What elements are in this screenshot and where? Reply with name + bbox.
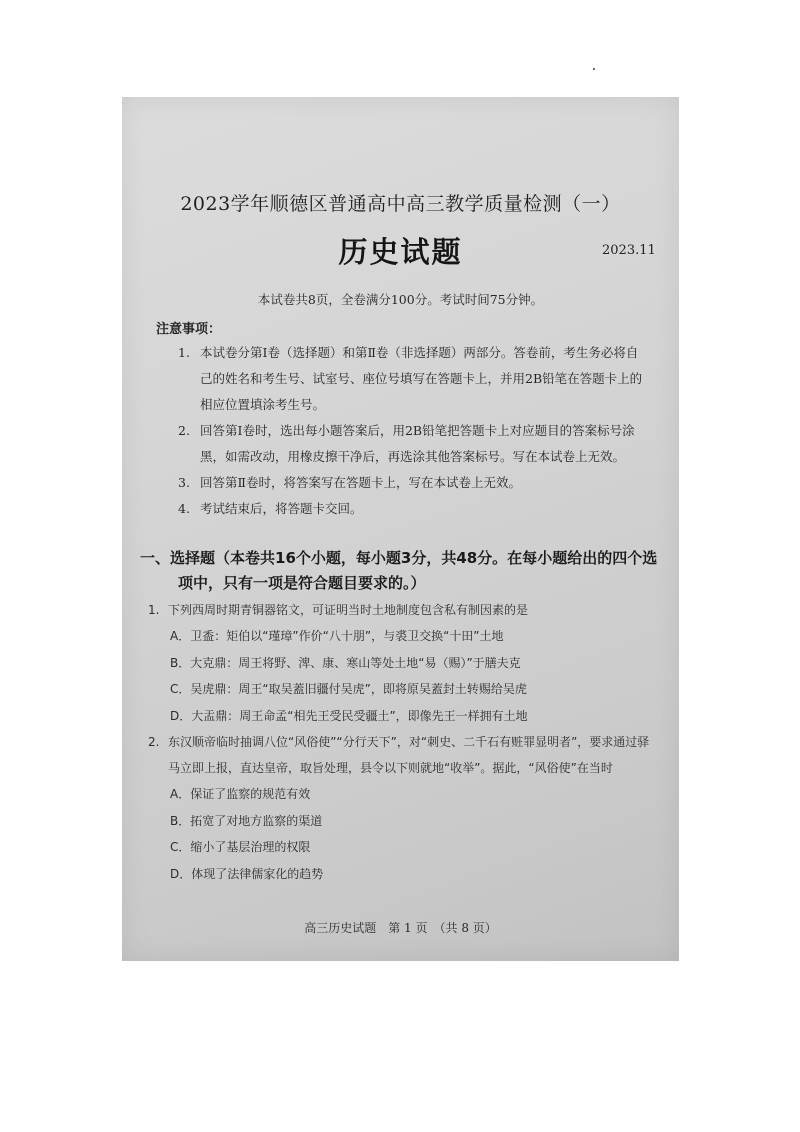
option-b: B．大克鼎：周王将野、渒、康、寒山等处土地“易（赐）”于膳夫克 <box>170 655 521 670</box>
question-1 <box>148 597 658 729</box>
option-c: C．吴虎鼎：周王“取吴蓋旧疆付吴虎”，即将原吴蓋封土转赐给吴虎 <box>170 682 527 696</box>
note-number: 1. <box>178 345 190 360</box>
option-d: D．大盂鼎：周王命孟“相先王受民受疆土”，即像先王一样拥有土地 <box>170 708 528 723</box>
note-text: 本试卷分第Ⅰ卷（选择题）和第Ⅱ卷（非选择题）两部分。答卷前，考生务必将自己的姓名和考生号、试室号、座位号填写在答题卡上，并用2B铅笔在答题卡上的相应位置填涂考生号。 <box>200 345 643 412</box>
exam-intro: 本试卷共8页，全卷满分100分。考试时间75分钟。 <box>257 292 544 307</box>
question-number: 2. <box>148 735 160 749</box>
exam-title: 2023学年顺德区普通高中高三教学质量检测（一） <box>180 193 621 215</box>
note-number: 3. <box>178 475 190 490</box>
note-item <box>178 470 648 496</box>
note-item <box>178 418 648 470</box>
note-text: 考试结束后，将答题卡交回。 <box>200 501 363 516</box>
speck-mark <box>593 68 595 70</box>
question-list <box>148 597 658 887</box>
notes-heading: 注意事项： <box>156 322 222 337</box>
option-c: C．缩小了基层治理的权限 <box>170 840 311 854</box>
notes-list <box>178 340 648 522</box>
note-item <box>178 340 648 418</box>
question-stem <box>148 597 658 623</box>
question-number: 1. <box>148 603 160 617</box>
option-d: D．体现了法律儒家化的趋势 <box>170 866 324 881</box>
question-stem <box>148 729 658 781</box>
exam-paper <box>122 97 679 961</box>
question-2 <box>148 729 658 887</box>
question-text: 东汉顺帝临时抽调八位“风俗使”“分行天下”，对“刺史、二千石有赃罪显明者”，要求通过驿马立即上报，直达皇帝，取旨处理，县令以下则就地“收举”。据此，“风俗使”在当时 <box>168 735 650 775</box>
note-text: 回答第Ⅰ卷时，选出每小题答案后，用2B铅笔把答题卡上对应题目的答案标号涂黑，如需改动，用橡皮擦干净后，再选涂其他答案标号。写在本试卷上无效。 <box>200 423 635 464</box>
page-footer: 高三历史试题 第 1 页 （共 8 页） <box>304 921 497 935</box>
option-b: B．拓宽了对地方监察的渠道 <box>170 813 323 828</box>
note-number: 2. <box>178 423 190 438</box>
subject-title: 历史试题 <box>338 235 463 269</box>
note-item <box>178 496 648 522</box>
section-heading: 一、选择题（本卷共16个小题，每小题3分，共48分。在每小题给出的四个选项中，只有一项是符合题目要求的。） <box>140 549 658 592</box>
exam-date: 2023.11 <box>602 243 656 258</box>
question-text: 下列西周时期青铜器铭文，可证明当时土地制度包含私有制因素的是 <box>168 603 529 617</box>
option-a: A．保证了监察的规范有效 <box>170 787 311 801</box>
option-a: A．卫盉：矩伯以“瑾璋”作价“八十朋”，与裘卫交换“十田”土地 <box>170 629 504 643</box>
note-text: 回答第Ⅱ卷时，将答案写在答题卡上，写在本试卷上无效。 <box>200 475 521 490</box>
note-number: 4. <box>178 501 190 516</box>
